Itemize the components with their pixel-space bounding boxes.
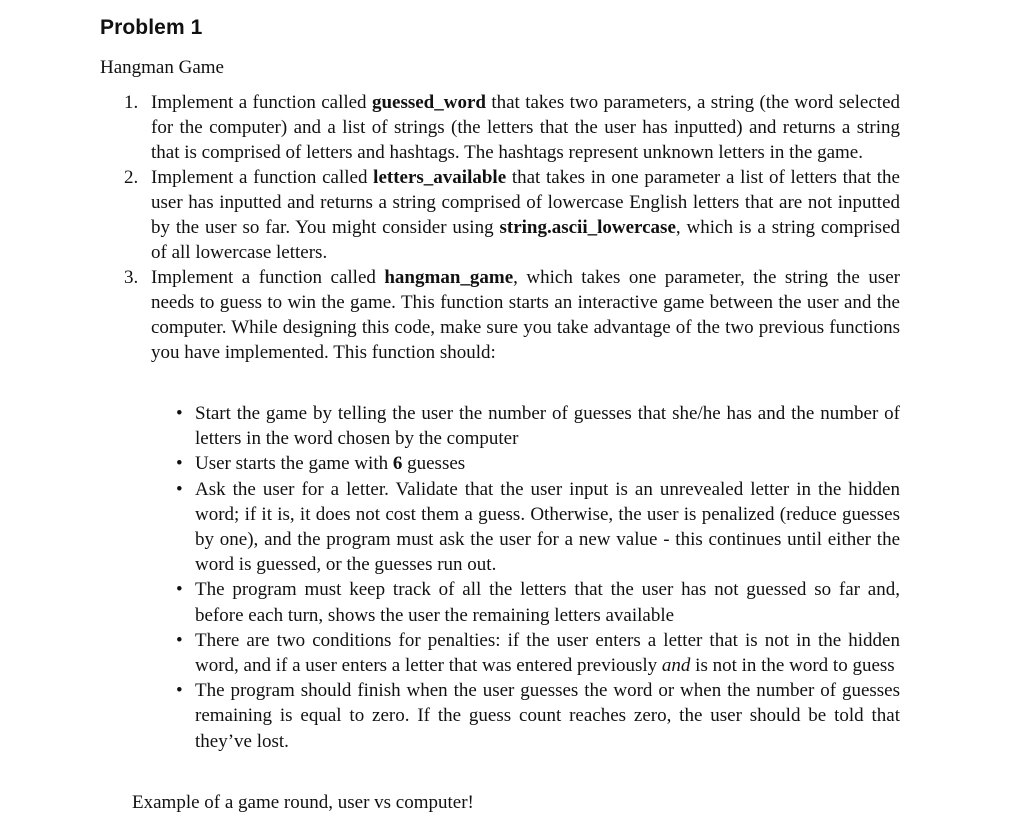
- emphasis-word: and: [661, 655, 691, 677]
- bullet-icon: •: [176, 680, 183, 702]
- bullet-icon: •: [176, 629, 183, 651]
- function-name: hangman_game: [384, 267, 514, 288]
- task-list: [100, 90, 900, 365]
- function-name: letters_available: [373, 167, 507, 188]
- bullet-icon: •: [176, 403, 183, 424]
- task-text: Implement a function called: [151, 167, 374, 188]
- requirement-item: [100, 451, 900, 476]
- requirement-item: [100, 678, 900, 754]
- requirement-text: Start the game by telling the user the number of guesses that she/he has and the number of letters in the word chosen by the computer: [195, 403, 900, 450]
- task-number: 2.: [124, 167, 139, 188]
- task-item-2: [100, 165, 900, 265]
- function-name: guessed_word: [371, 92, 486, 113]
- example-caption: Example of a game round, user vs computer!: [132, 792, 474, 813]
- module-reference: string.ascii_lowercase: [499, 217, 676, 238]
- requirement-item: [100, 401, 900, 451]
- requirement-text: Ask the user for a letter. Validate that the user input is an unrevealed letter in the hidden word; if it is, it does not cost them a guess. Otherwise, the user is penalized (reduce guesses by one), and the program must ask the user for a new value - this continues until either the word is guessed, or the guesses run out.: [195, 478, 900, 576]
- requirement-item: [100, 477, 900, 578]
- task-text: , which is a string comprised of all lowercase letters.: [151, 217, 901, 263]
- task-text: Implement a function called: [151, 267, 385, 288]
- requirement-item: [100, 628, 900, 678]
- task-text: that takes two parameters, a string (the word selected for the computer) and a list of strings (the letters that the user has inputted) and returns a string that is comprised of letters and hashtags. The hashtags represent unknown letters in the game.: [151, 92, 900, 163]
- task-item-1: [100, 90, 900, 165]
- guess-count: 6: [392, 453, 403, 475]
- requirement-text: guesses: [402, 453, 466, 475]
- task-text: that takes in one parameter a list of letters that the user has inputted and returns a string comprised of lowercase English letters that are not inputted by the user so far. You might consider using: [151, 167, 900, 238]
- bullet-icon: •: [176, 478, 183, 500]
- task-text: , which takes one parameter, the string the user needs to guess to win the game. This function starts an interactive game between the user and the computer. While designing this code, make sure you take advantage of the two previous functions you have implemented. This function should:: [151, 267, 900, 363]
- requirement-text: There are two conditions for penalties: if the user enters a letter that is not in the hidden word, and if a user enters a letter that was entered previously: [195, 629, 900, 677]
- bullet-icon: •: [176, 579, 183, 601]
- task-number: 3.: [124, 267, 139, 288]
- problem-title: Problem 1: [100, 16, 203, 39]
- task-item-3: [100, 265, 900, 365]
- requirement-text: The program must keep track of all the letters that the user has not guessed so far and, before each turn, shows the user the remaining letters available: [195, 579, 900, 626]
- problem-subtitle: Hangman Game: [100, 57, 224, 78]
- requirement-item: [100, 577, 900, 627]
- bullet-icon: •: [176, 453, 183, 475]
- requirement-text: is not in the word to guess: [690, 655, 895, 677]
- requirement-text: User starts the game with: [195, 453, 393, 475]
- task-text: Implement a function called: [151, 92, 372, 113]
- requirements-list: [100, 401, 900, 754]
- requirement-text: The program should finish when the user guesses the word or when the number of guesses remaining is equal to zero. If the guess count reaches zero, the user should be told that they’ve lost.: [195, 680, 900, 752]
- task-number: 1.: [124, 92, 139, 113]
